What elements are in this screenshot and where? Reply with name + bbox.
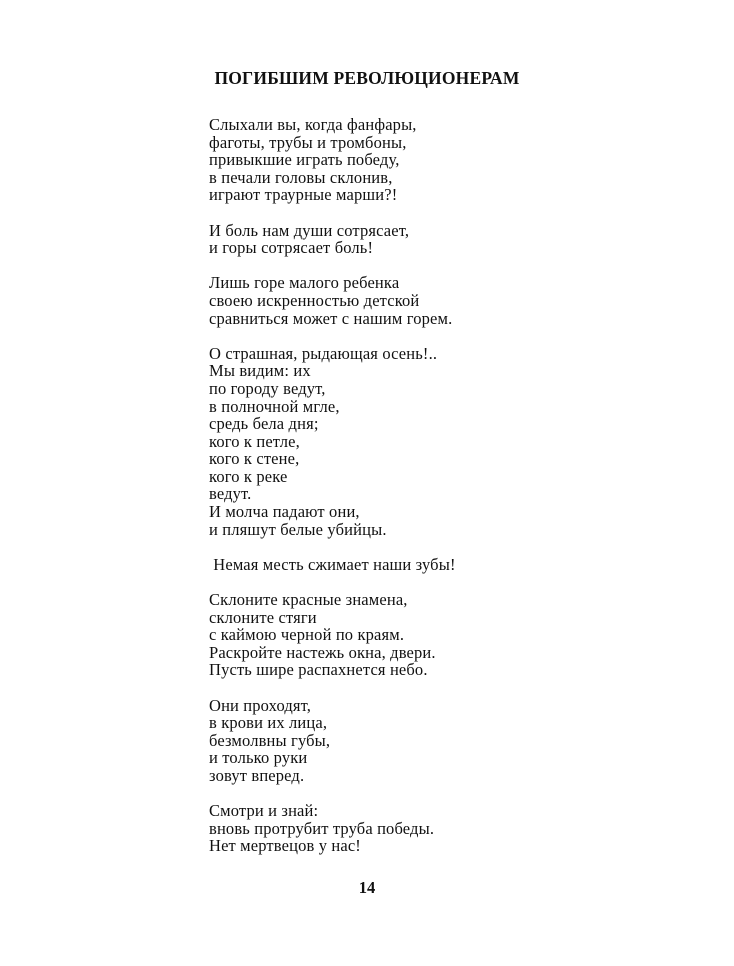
poem-line: склоните стяги bbox=[209, 607, 317, 627]
poem-line: Склоните красные знамена, bbox=[209, 590, 408, 610]
poem-line: кого к стене, bbox=[209, 449, 300, 469]
page-number: 14 bbox=[358, 878, 376, 897]
poem-line: зовут вперед. bbox=[209, 765, 305, 785]
stanza bbox=[209, 802, 689, 855]
stanza bbox=[209, 116, 689, 204]
poem-line: в печали головы склонив, bbox=[209, 167, 393, 187]
poem-line: Они проходят, bbox=[209, 695, 312, 715]
poem-line: Нет мертвецов у нас! bbox=[209, 836, 361, 856]
poem-line: О страшная, рыдающая осень!.. bbox=[209, 343, 438, 363]
poem-body bbox=[209, 116, 689, 873]
poem-line: кого к петле, bbox=[209, 431, 300, 451]
poem-line: средь бела дня; bbox=[209, 414, 319, 434]
poem-line: с каймою черной по краям. bbox=[209, 625, 405, 645]
poem-line: по городу ведут, bbox=[209, 378, 326, 398]
poem-line: привыкшие играть победу, bbox=[209, 150, 400, 170]
poem-line: в крови их лица, bbox=[209, 713, 328, 733]
poem-line: И молча падают они, bbox=[209, 502, 360, 522]
poem-line: Немая месть сжимает наши зубы! bbox=[209, 554, 456, 574]
poem-line: Смотри и знай: bbox=[209, 801, 319, 821]
poem-line: и пляшут белые убийцы. bbox=[209, 519, 387, 539]
poem-line: и только руки bbox=[209, 748, 308, 768]
poem-line: кого к реке bbox=[209, 466, 288, 486]
stanza bbox=[209, 222, 689, 257]
stanza bbox=[209, 556, 689, 574]
poem-line: ведут. bbox=[209, 484, 252, 504]
stanza bbox=[209, 345, 689, 539]
poem-line: вновь протрубит труба победы. bbox=[209, 818, 435, 838]
poem-line: И боль нам души сотрясает, bbox=[209, 220, 410, 240]
poem-line: Пусть шире распахнется небо. bbox=[209, 660, 428, 680]
stanza bbox=[209, 697, 689, 785]
poem-line: безмолвны губы, bbox=[209, 730, 331, 750]
stanza bbox=[209, 274, 689, 327]
poem-line: Раскройте настежь окна, двери. bbox=[209, 642, 436, 662]
stanza bbox=[209, 591, 689, 679]
poem-line: Слыхали вы, когда фанфары, bbox=[209, 115, 417, 134]
poem-line: в полночной мгле, bbox=[209, 396, 340, 416]
poem-line: играют траурные марши?! bbox=[209, 185, 398, 205]
poem-line: фаготы, трубы и тромбоны, bbox=[209, 132, 407, 152]
poem-line: своею искренностью детской bbox=[209, 290, 420, 310]
poem-line: Мы видим: их bbox=[209, 361, 311, 381]
poem-line: Лишь горе малого ребенка bbox=[209, 273, 400, 293]
poem-title: ПОГИБШИМ РЕВОЛЮЦИОНЕРАМ bbox=[214, 68, 520, 88]
poem-line: сравниться может с нашим горем. bbox=[209, 308, 453, 328]
poem-line: и горы сотрясает боль! bbox=[209, 238, 374, 258]
